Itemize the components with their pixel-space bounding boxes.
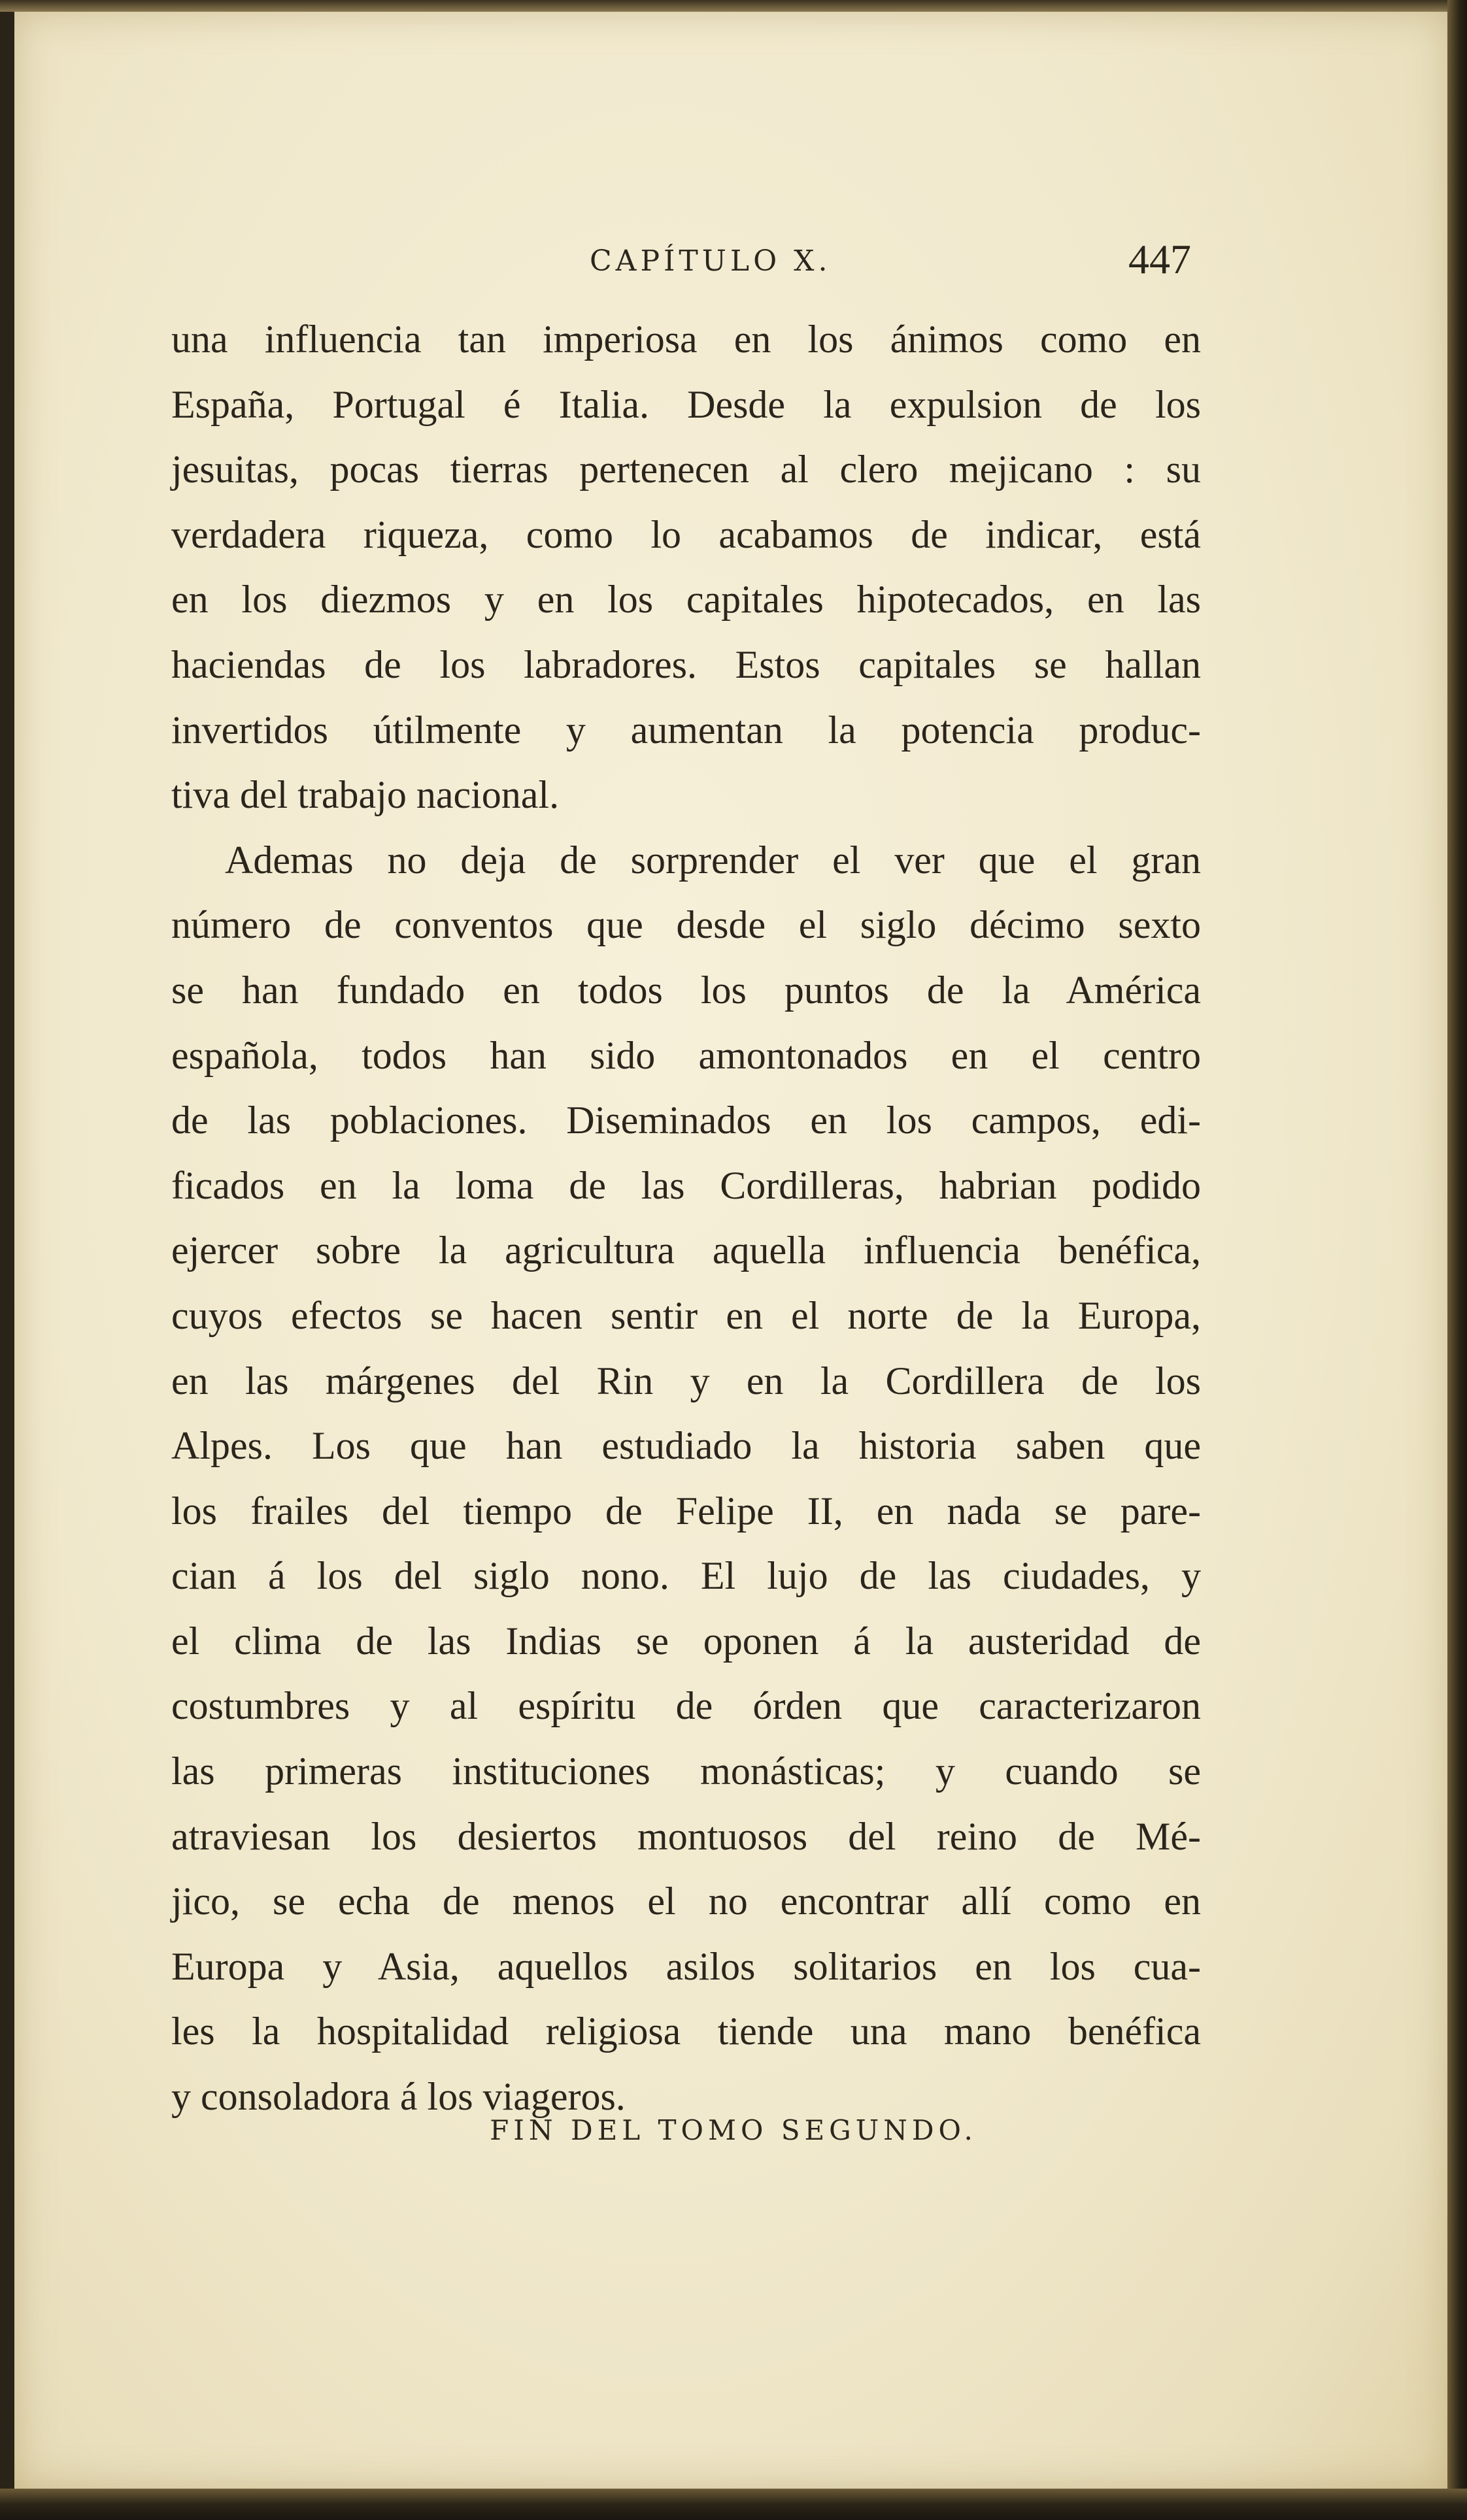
text-line: costumbres y al espíritu de órden que caracterizaron [171, 1684, 1201, 1728]
text-line: Alpes. Los que han estudiado la historia saben que [171, 1424, 1201, 1468]
text-line: en las márgenes del Rin y en la Cordillera de los [171, 1359, 1201, 1402]
text-line: una influencia tan imperiosa en los ánimos como en [171, 318, 1201, 361]
text-line: tiva del trabajo nacional. [171, 773, 560, 817]
text-line: haciendas de los labradores. Estos capitales se hallan [171, 642, 1201, 686]
text-line: española, todos han sido amontonados en el centro [171, 1033, 1201, 1077]
text-line: los frailes del tiempo de Felipe II, en nada se pare- [171, 1489, 1201, 1533]
text-line: en los diezmos y en los capitales hipotecados, en las [171, 578, 1201, 622]
text-line: el clima de las Indias se oponen á la austeridad de [171, 1619, 1201, 1663]
end-note: FIN DEL TOMO SEGUNDO. [490, 2114, 977, 2146]
page-header [171, 235, 1191, 294]
text-line: jesuitas, pocas tierras pertenecen al clero mejicano : su [171, 448, 1201, 491]
text-line: y consoladora á los viageros. [171, 2075, 626, 2119]
running-head: CAPÍTULO X. [590, 244, 832, 278]
text-line: ficados en la loma de las Cordilleras, habrian podido [171, 1163, 1201, 1207]
text-line: cuyos efectos se hacen sentir en el norte de la Europa, [171, 1293, 1201, 1337]
text-line: cian á los del siglo nono. El lujo de las ciudades, y [171, 1554, 1201, 1598]
body-text [171, 307, 1201, 2130]
text-line: verdadera riqueza, como lo acabamos de indicar, está [171, 512, 1201, 556]
page-top-edge [0, 0, 1467, 12]
page-number: 447 [1128, 236, 1191, 282]
paragraph-2 [171, 828, 1201, 2130]
page-bottom-edge [0, 2489, 1467, 2520]
page-right-edge [1447, 0, 1467, 2520]
text-line: jico, se echa de menos el no encontrar allí como en [171, 1880, 1201, 1923]
text-line: España, Portugal é Italia. Desde la expulsion de los [171, 382, 1201, 426]
text-line: número de conventos que desde el siglo décimo sexto [171, 903, 1201, 947]
text-line: Ademas no deja de sorprender el ver que el gran [225, 838, 1201, 882]
text-line: ejercer sobre la agricultura aquella influencia benéfica, [171, 1229, 1201, 1272]
text-line: de las poblaciones. Diseminados en los campos, edi- [171, 1099, 1201, 1142]
text-line: Europa y Asia, aquellos asilos solitarios en los cua- [171, 1944, 1201, 1988]
paragraph-1 [171, 307, 1201, 828]
text-line: se han fundado en todos los puntos de la América [171, 968, 1201, 1012]
text-line: las primeras instituciones monásticas; y cuando se [171, 1749, 1201, 1793]
text-line: les la hospitalidad religiosa tiende una mano benéfica [171, 2010, 1201, 2053]
text-line: invertidos útilmente y aumentan la potencia produc- [171, 708, 1201, 752]
text-line: atraviesan los desiertos montuosos del reino de Mé- [171, 1814, 1201, 1858]
